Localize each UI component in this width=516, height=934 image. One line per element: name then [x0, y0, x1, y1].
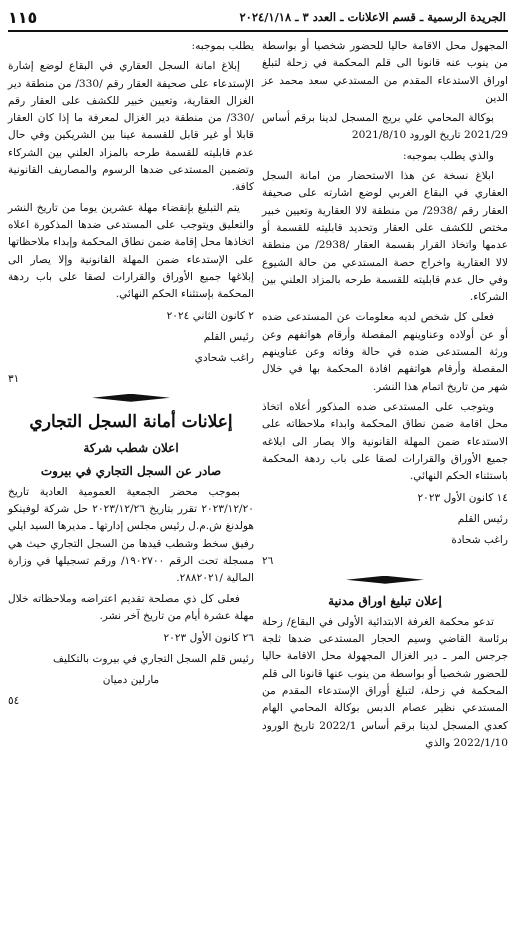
paragraph: ويتوجب على المستدعى ضده المذكور أعلاه اتخاذ محل اقامة ضمن نطاق المحكمة وابداء ملاحظاته على الاستدعاء ضمن المهلة القانونية والا يصار الى ابلاغه جميع الأوراق والقرارات لصقا على باب ردهة المحكمة باستثناء الحكم النهائي.	[262, 400, 508, 483]
section-heading: إعلانات أمانة السجل التجاري	[29, 411, 233, 432]
notice-number: ٢٦	[262, 555, 274, 568]
notice-subtitle: صادر عن السجل التجاري في بيروت	[40, 463, 222, 478]
signature-date: ٢ كانون الثاني ٢٠٢٤	[166, 310, 254, 323]
paragraph: فعلى كل ذي مصلحة تقديم اعتراضه وملاحظاته خلال مهلة عشرة أيام من تاريخ آخر نشر.	[8, 592, 254, 622]
page-header	[8, 6, 506, 28]
signature-name: راغب شحادي	[194, 352, 254, 365]
signature-date: ١٤ كانون الأول ٢٠٢٣	[417, 492, 508, 505]
header-rule	[8, 30, 508, 32]
signature-name: راغب شحادة	[451, 534, 508, 547]
paragraph: يطلب بموجبه:	[191, 40, 254, 52]
paragraph: ابلاغ نسخة عن هذا الاستحضار من امانة السجل العقاري في البقاع الغربي لوضع اشارته على صحيفة العقار رقم /2938/ من منطقة لالا العقارية وتعيين خبير مختص للكشف على العقار وتحديد قابليته للقسمة أو عدمها واتخاذ القرار بقسمة العقار /2938/ من منطقة لالا العقارية واخراج حصة المستدعي من حالة الشيوع وفي حال عدم قابليته للقسمة طرحه بالمزاد العلني بين الشركاء.	[262, 170, 508, 304]
notice-number: ٣١	[8, 373, 20, 386]
right-column	[262, 38, 508, 755]
signature-title: رئيس قلم السجل التجاري في بيروت بالتكليف	[52, 653, 254, 666]
paragraph: بموجب محضر الجمعية العمومية العادية تاريخ ٢٠٢٣/١٢/٢٠ تقرر بتاريخ ٢٠٢٣/١٢/٢٦ حل شركة لوفينكو هولدنغ ش.م.ل رئيس مجلس إدارتها ـ مديرها السيد ايلي رفيق سخط وشطب قيدها من السجل التجاري حيث هي مسجلة تحت الرقم ١٩٠٢٧٠٠/ ورقم تسجيلها في وزارة المالية /٢٨٨٢٠٢١.	[8, 485, 254, 585]
paragraph: يتم التبليغ بإنقضاء مهلة عشرين يوما من تاريخ النشر والتعليق ويتوجب على المستدعى ضدها المذكورة اعلاه اتخاذها محل إقامة ضمن نطاق المحكمة وإبداء ملاحظاتها على الإستدعاء ضمن المهلة القانونية وإلا يصار الى إبلاغها جميع الأوراق والقرارات لصقا على باب ردهة المحكمة بإستثناء الحكم النهائي.	[8, 201, 254, 301]
divider	[262, 575, 508, 585]
paragraph: فعلى كل شخص لديه معلومات عن المستدعى ضده أو عن أولاده وعناوينهم المفصلة وأرقام هواتفهم وعن ورثة المستدعى ضده في حالة وفاته وعن عناوينهم المفصلة وأرقام هواتفهم افادة المحكمة بها في خلال شهر من تاريخ اتمام هذا النشر.	[262, 311, 508, 393]
signature-title: رئيس القلم	[203, 331, 254, 344]
paragraph: إبلاغ امانة السجل العقاري في البقاع لوضع إشارة الإستدعاء على صحيفة العقار رقم /330/ من منطقة دير الغزال العقارية، وتعيين خبير للكشف على العقار رقم /330/ من منطقة دير الغزال لمعرفة ما إذا كان العقار قابلا أو غير قابل للقسمة عينا بين الشريكين وفي حال عدم قابليته للقسمة طرحه بالمزاد العلني بين الشركاء وتضمين المستدعى ضدها الرسوم والمصاريف القانونية كافة.	[8, 60, 254, 194]
notice-title: اعلان شطب شركة	[83, 440, 179, 455]
header-title: الجريدة الرسمية ـ قسم الاعلانات ـ العدد ٣ ـ ٢٠٢٤/١/١٨	[239, 10, 506, 24]
signature-name: مارلين دميان	[102, 674, 160, 687]
paragraph: المجهول محل الاقامة حاليا للحضور شخصيا أو بواسطة من ينوب عنه قانونا الى قلم المحكمة في زحلة لتبلغ اوراق الاستدعاء المقدم من المستدعي سعد محمد عز الدين	[262, 40, 508, 104]
notice-number: ٥٤	[8, 695, 20, 708]
divider	[8, 393, 254, 403]
paragraph: تدعو محكمة الغرفة الابتدائية الأولى في البقاع/ زحلة برئاسة القاضي وسيم الحجار المستدعى ضدها ثلجة جرجس المر ـ دير الغزال المجهولة محل الاقامة حاليا للحضور شخصيا أو بواسطة من ينوب عنها قانونا الى قلم المحكمة في زحلة، لتبلغ أوراق الإستدعاء المقدم من المستدعي نظير عصام الدبس بوكالة المحامي الهام كعدي المسجل لدينا برقم أساس 2022/1 تاريخ الورود 2022/1/10 والذي	[262, 615, 508, 749]
left-column	[8, 38, 254, 713]
paragraph: والذي يطلب بموجبه:	[403, 149, 494, 162]
signature-title: رئيس القلم	[457, 513, 508, 526]
notice-heading: إعلان تبليغ اوراق مدنية	[328, 593, 442, 608]
signature-date: ٢٦ كانون الأول ٢٠٢٣	[163, 632, 254, 645]
page-number: ١١٥	[8, 7, 38, 27]
paragraph: بوكالة المحامي علي بريج المسجل لدينا برقم أساس 2021/29 تاريخ الورود 2021/8/10	[262, 112, 508, 142]
